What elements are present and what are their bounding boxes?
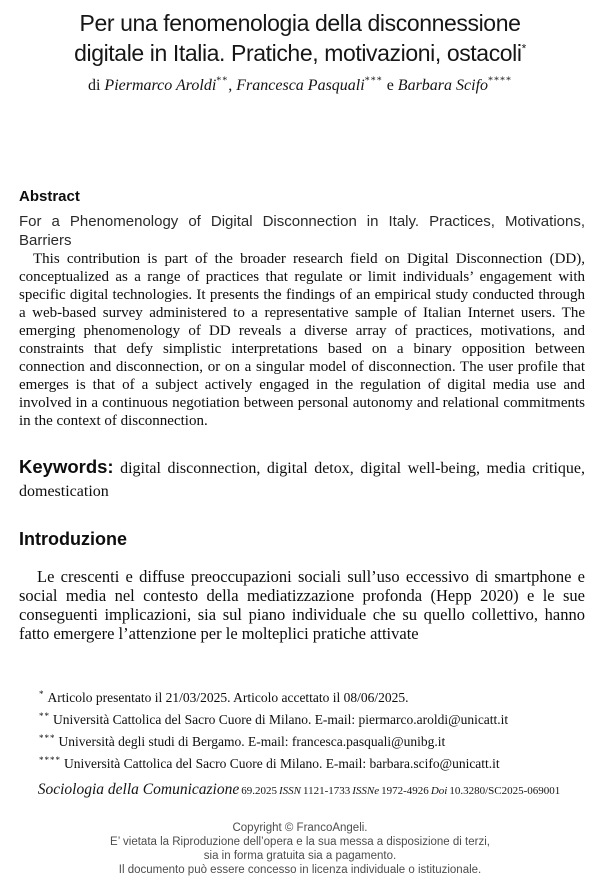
author-2-footnote-marker: *** <box>364 75 383 87</box>
issn-label: ISSN <box>278 785 301 797</box>
author-name-2: Francesca Pasquali <box>236 77 365 94</box>
footnote-2-marker: ** <box>39 710 50 721</box>
page-title <box>0 8 600 68</box>
page-title-line1: Per una fenomenologia della disconnessione <box>79 10 521 36</box>
issn-value: 1121-1733 <box>302 785 351 797</box>
footnote-4-marker: **** <box>39 754 61 765</box>
byline-prefix: di <box>87 77 105 94</box>
footnote-3 <box>19 731 585 753</box>
keywords <box>19 455 585 503</box>
author-name-1: Piermarco Aroldi <box>104 77 217 94</box>
doi-label: Doi <box>430 785 448 797</box>
journal-footer <box>0 781 600 799</box>
copyright-notice <box>0 821 600 877</box>
section-heading-introduzione: Introduzione <box>19 529 127 549</box>
title-footnote-marker: * <box>521 41 526 56</box>
abstract-heading: Abstract <box>19 188 80 205</box>
footnote-2 <box>19 709 585 731</box>
copyright-line-1: Copyright © FrancoAngeli. <box>232 822 368 834</box>
page-title-line2 <box>0 38 600 68</box>
author-name-3: Barbara Scifo <box>397 77 489 94</box>
byline <box>0 77 600 95</box>
footnote-4 <box>19 753 585 775</box>
keywords-text: digital disconnection, digital detox, digital well-being, media critique, domestication <box>19 460 585 500</box>
abstract-english-title: For a Phenomenology of Digital Disconnection in Italy. Practices, Motivations, Barriers <box>19 213 585 249</box>
introduction-paragraph <box>19 567 585 643</box>
footnote-1-text: Articolo presentato il 21/03/2025. Articolo accettato il 08/06/2025. <box>47 690 409 705</box>
footnote-4-text: Università Cattolica del Sacro Cuore di Milano. E-mail: barbara.scifo@unicatt.it <box>64 756 500 771</box>
footnote-2-text: Università Cattolica del Sacro Cuore di Milano. E-mail: piermarco.aroldi@unicatt.it <box>53 712 509 727</box>
keywords-label: Keywords: <box>19 456 114 477</box>
copyright-line-3: sia in forma gratuita sia a pagamento. <box>203 850 397 862</box>
abstract-body <box>19 250 585 430</box>
copyright-line-2: E’ vietata la Riproduzione dell’opera e la sua messa a disposizione di terzi, <box>110 836 490 848</box>
footnote-3-text: Università degli studi di Bergamo. E-mail: francesca.pasquali@unibg.it <box>58 734 446 749</box>
copyright-line-4: Il documento può essere concesso in licenza individuale o istituzionale. <box>118 864 482 876</box>
byline-separator-comma: , <box>228 77 237 94</box>
footnote-1 <box>19 687 585 709</box>
author-1-footnote-marker: ** <box>216 75 229 87</box>
footnote-1-marker: * <box>39 688 45 699</box>
author-3-footnote-marker: **** <box>488 75 513 87</box>
abstract-paragraph: This contribution is part of the broader research field on Digital Disconnection (DD), conceptualized as a range of practices that regulate or limit individuals’ engagement with specific digital technologies. It presents the findings of an empirical study conducted through a web-based survey administered to a representative sample of Italian Internet users. The emerging phenomenology of DD reveals a diverse array of practices, motivations, and constraints that defy simplistic interpretations based on a binary opposition between connection and disconnection, or on a singular model of disconnection. The user profile that emerges is that of a subject actively engaged in the regulation of digital media use and involved in a continuous negotiation between personal autonomy and relational commitments in the context of disconnection. <box>19 251 585 429</box>
introduction-paragraph-text: Le crescenti e diffuse preoccupazioni sociali sull’uso eccessivo di smartphone e social media nel contesto della mediatizzazione profonda (Hepp 2020) e le sue conseguenti implicazioni, sia sul piano individuale che su quello collettivo, hanno fatto emergere l’attenzione per le molteplici pratiche attivate <box>19 567 585 643</box>
issne-value: 1972-4926 <box>381 785 429 797</box>
footnotes <box>19 687 585 775</box>
doi-value: 10.3280/SC2025-069001 <box>449 785 561 797</box>
issne-label: ISSNe <box>352 785 380 797</box>
journal-issue: 69.2025 <box>241 785 277 797</box>
byline-separator-and: e <box>382 77 398 94</box>
page-title-line2-text: digitale in Italia. Pratiche, motivazioni, ostacoli <box>74 40 522 66</box>
footnote-3-marker: *** <box>39 732 56 743</box>
journal-name: Sociologia della Comunicazione <box>37 781 240 798</box>
